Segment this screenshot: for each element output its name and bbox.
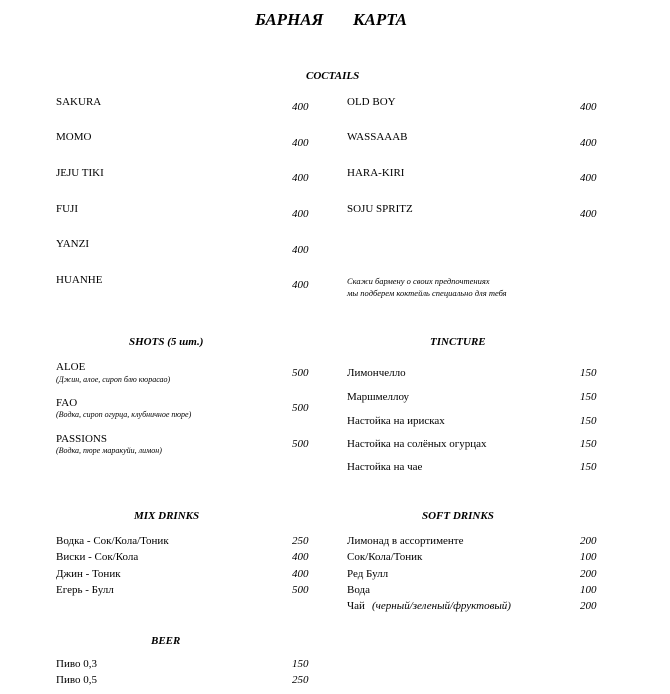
cocktail-price: 400	[292, 244, 309, 256]
cocktail-price: 400	[292, 279, 309, 291]
cocktail-price: 400	[580, 208, 597, 220]
tincture-heading: TINCTURE	[430, 336, 486, 348]
shot-name: PASSIONS	[56, 433, 107, 445]
cocktail-name: SAKURA	[56, 96, 102, 108]
cocktail-name: SOJU SPRITZ	[347, 203, 413, 215]
cocktail-name: MOMO	[56, 131, 92, 143]
soft-drink-name: Чай	[347, 600, 365, 612]
tincture-price: 150	[580, 391, 597, 403]
soft-drink-name: Сок/Кола/Тоник	[347, 551, 423, 563]
mix-drink-price: 400	[292, 551, 309, 563]
title-word-2: КАРТА	[353, 10, 407, 29]
title-word-1: БАРНАЯ	[255, 10, 324, 29]
soft-drink-price: 200	[580, 535, 597, 547]
cocktail-note-line: Скажи бармену о своих предпочтениях	[347, 276, 490, 286]
cocktail-price: 400	[292, 208, 309, 220]
cocktail-note-line: мы подберем коктейль специально для тебя	[347, 288, 507, 298]
cocktail-name: HARA-KIRI	[347, 167, 405, 179]
cocktail-name: YANZI	[56, 238, 89, 250]
cocktails-heading: COCTAILS	[306, 70, 360, 82]
mix-drink-name: Джин - Тоник	[56, 568, 121, 580]
cocktail-price: 400	[292, 172, 309, 184]
cocktail-name: OLD BOY	[347, 96, 396, 108]
soft-drink-price: 100	[580, 584, 597, 596]
tincture-price: 150	[580, 461, 597, 473]
tincture-price: 150	[580, 415, 597, 427]
shot-name: FAO	[56, 397, 78, 409]
cocktail-price: 400	[580, 172, 597, 184]
soft-drink-variant-note: (черный/зеленый/фруктовый)	[372, 600, 511, 612]
tincture-name: Настойка на ирисках	[347, 415, 445, 427]
beer-price: 250	[292, 674, 309, 686]
beer-price: 150	[292, 658, 309, 670]
shot-name: ALOE	[56, 361, 86, 373]
cocktail-price: 400	[292, 101, 309, 113]
mix-drink-name: Виски - Сок/Кола	[56, 551, 139, 563]
tincture-price: 150	[580, 438, 597, 450]
cocktail-name: WASSAAAB	[347, 131, 408, 143]
shot-price: 500	[292, 367, 309, 379]
shots-heading: SHOTS (5 шт.)	[129, 336, 204, 348]
soft-drinks-heading: SOFT DRINKS	[422, 510, 494, 522]
shot-price: 500	[292, 438, 309, 450]
mix-drink-name: Водка - Сок/Кола/Тоник	[56, 535, 169, 547]
shot-description: (Джин, алое, сироп блю кюрасао)	[56, 375, 171, 384]
mix-drink-name: Егерь - Булл	[56, 584, 114, 596]
cocktail-name: HUANHE	[56, 274, 103, 286]
tincture-name: Настойка на чае	[347, 461, 423, 473]
beer-heading: BEER	[151, 635, 181, 647]
soft-drink-name: Лимонад в ассортименте	[347, 535, 464, 547]
soft-drink-price: 200	[580, 600, 597, 612]
cocktail-price: 400	[580, 137, 597, 149]
soft-drink-price: 100	[580, 551, 597, 563]
mix-drink-price: 400	[292, 568, 309, 580]
tincture-name: Лимончелло	[347, 367, 406, 379]
beer-name: Пиво 0,5	[56, 674, 97, 686]
soft-drink-name: Вода	[347, 584, 370, 596]
tincture-name: Маршмеллоу	[347, 391, 410, 403]
tincture-name: Настойка на солёных огурцах	[347, 438, 487, 450]
soft-drink-price: 200	[580, 568, 597, 580]
tincture-price: 150	[580, 367, 597, 379]
shot-description: (Водка, сироп огурца, клубничное пюре)	[56, 410, 192, 419]
cocktail-name: JEJU TIKI	[56, 167, 104, 179]
beer-name: Пиво 0,3	[56, 658, 97, 670]
cocktail-price: 400	[292, 137, 309, 149]
mix-drink-price: 500	[292, 584, 309, 596]
soft-drink-name: Ред Булл	[347, 568, 389, 580]
mix-drink-price: 250	[292, 535, 309, 547]
cocktail-name: FUJI	[56, 203, 79, 215]
shot-price: 500	[292, 402, 309, 414]
cocktail-price: 400	[580, 101, 597, 113]
shot-description: (Водка, пюре маракуйи, лимон)	[56, 446, 162, 455]
mix-drinks-heading: MIX DRINKS	[134, 510, 200, 522]
